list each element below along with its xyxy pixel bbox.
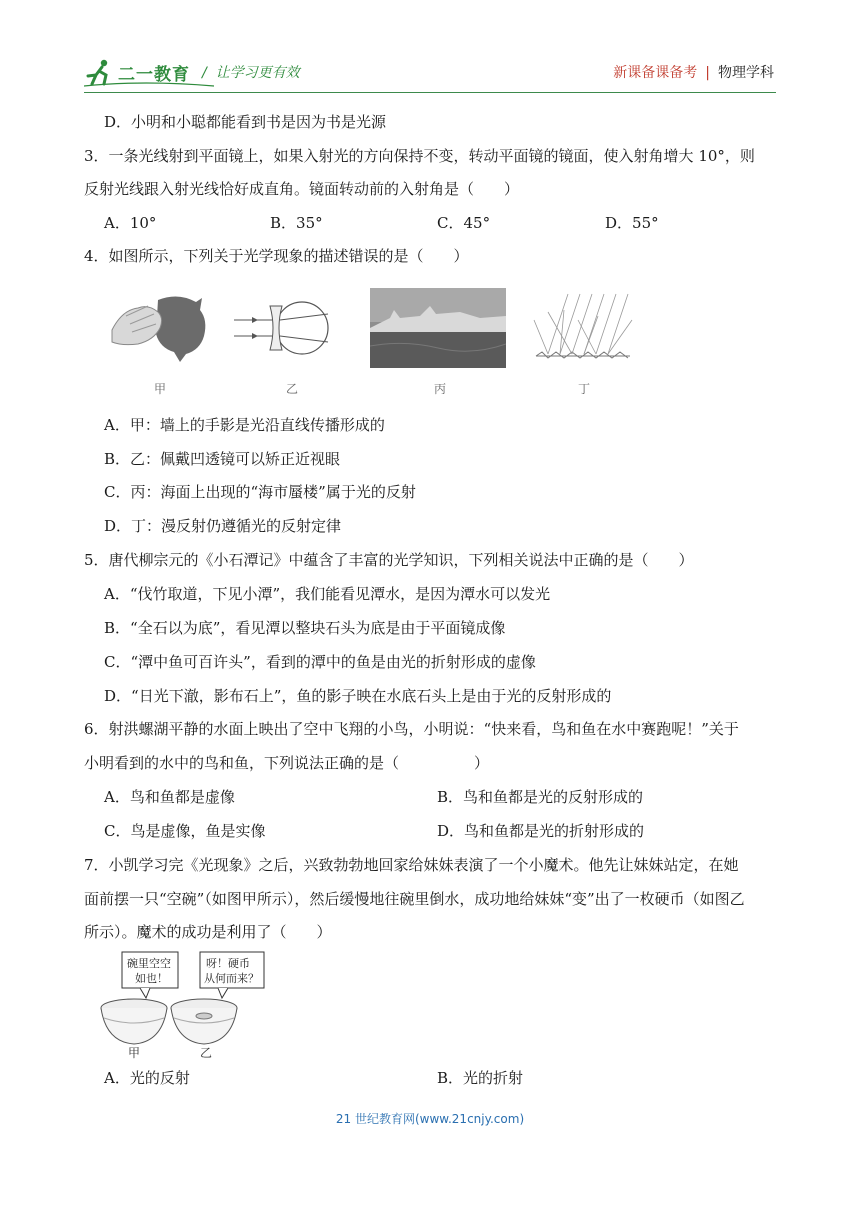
- q7-option-b: B．光的折射: [437, 1069, 524, 1087]
- q5-option-d: D．“日光下澈，影布石上”，鱼的影子映在水底石头上是由于光的反射形成的: [104, 687, 612, 705]
- q4-option-c: C．丙：海面上出现的“海市蜃楼”属于光的反射: [104, 483, 416, 501]
- q5-option-a: A．“伐竹取道，下见小潭”，我们能看见潭水，是因为潭水可以发光: [104, 585, 551, 603]
- q4-option-d: D．丁：漫反射仍遵循光的反射定律: [104, 517, 342, 535]
- logo-text: 二一教育: [118, 65, 190, 85]
- bubble-2-line2: 从何而来？: [204, 972, 259, 985]
- mirage-photo-figure: [370, 288, 506, 368]
- header-slogan: / 让学习更有效: [202, 65, 300, 81]
- q6-option-b: B．鸟和鱼都是光的反射形成的: [437, 788, 644, 806]
- q2-option-d: D．小明和小聪都能看到书是因为书是光源: [104, 113, 387, 131]
- q7-caption-1: 甲: [128, 1046, 141, 1060]
- q3-option-d: D．55°: [605, 214, 659, 232]
- q7-stem-line1: 7．小凯学习完《光现象》之后，兴致勃勃地回家给妹妹表演了一个小魔术。他先让妹妹站定，在她: [84, 856, 739, 874]
- diffuse-reflection-figure: [528, 290, 638, 366]
- q3-option-c: C．45°: [437, 214, 491, 232]
- q3-option-a: A．10°: [104, 214, 157, 232]
- q4-option-a: A．甲：墙上的手影是光沿直线传播形成的: [104, 416, 385, 434]
- page-header: [84, 56, 776, 93]
- hand-shadow-figure: [108, 290, 212, 366]
- q6-option-a: A．鸟和鱼都是虚像: [104, 788, 235, 806]
- q4-caption-4: 丁: [578, 382, 591, 396]
- q4-caption-2: 乙: [286, 382, 299, 396]
- q5-stem: 5．唐代柳宗元的《小石潭记》中蕴含了丰富的光学知识，下列相关说法中正确的是（ ）: [84, 551, 694, 569]
- bubble-2-line1: 呀！硬币: [206, 957, 250, 970]
- bubble-1-line2: 如也！: [135, 972, 168, 985]
- q4-caption-1: 甲: [154, 382, 167, 396]
- q6-option-d: D．鸟和鱼都是光的折射形成的: [437, 822, 645, 840]
- q7-caption-2: 乙: [200, 1046, 213, 1060]
- page-footer[interactable]: 21 世纪教育网(www.21cnjy.com): [335, 1112, 525, 1126]
- q6-stem-line1: 6．射洪螺湖平静的水面上映出了空中飞翔的小鸟，小明说：“快来看，鸟和鱼在水中赛跑呢！”关于: [84, 720, 739, 738]
- q3-option-b: B．35°: [270, 214, 323, 232]
- q7-stem-line3: 所示）。魔术的成功是利用了（ ）: [84, 923, 332, 941]
- q6-option-c: C．鸟是虚像，鱼是实像: [104, 822, 266, 840]
- q7-option-a: A．光的反射: [104, 1069, 190, 1087]
- q4-caption-3: 丙: [434, 382, 447, 396]
- q5-option-b: B．“全石以为底”，看见潭以整块石头为底是由于平面镜成像: [104, 619, 506, 637]
- q4-stem: 4．如图所示，下列关于光学现象的描述错误的是（ ）: [84, 247, 469, 265]
- q3-stem-line2: 反射光线跟入射光线恰好成直角。镜面转动前的入射角是（ ）: [84, 180, 520, 198]
- q4-option-b: B．乙：佩戴凹透镜可以矫正近视眼: [104, 450, 341, 468]
- q5-option-c: C．“潭中鱼可百许头”，看到的潭中的鱼是由光的折射形成的虚像: [104, 653, 536, 671]
- q3-stem-line1: 3．一条光线射到平面镜上，如果入射光的方向保持不变，转动平面镜的镜面，使入射角增大 10°，则: [84, 147, 755, 165]
- concave-lens-eye-figure: [232, 290, 348, 366]
- bubble-1-line1: 碗里空空: [127, 957, 171, 970]
- header-subject: 新课备课备考 | 物理学科: [613, 65, 774, 81]
- q6-stem-line2: 小明看到的水中的鸟和鱼，下列说法正确的是（ ）: [84, 754, 490, 772]
- q7-stem-line2: 面前摆一只“空碗”（如图甲所示），然后缓慢地往碗里倒水，成功地给妹妹“变”出了一枚硬币（如图乙: [84, 890, 745, 908]
